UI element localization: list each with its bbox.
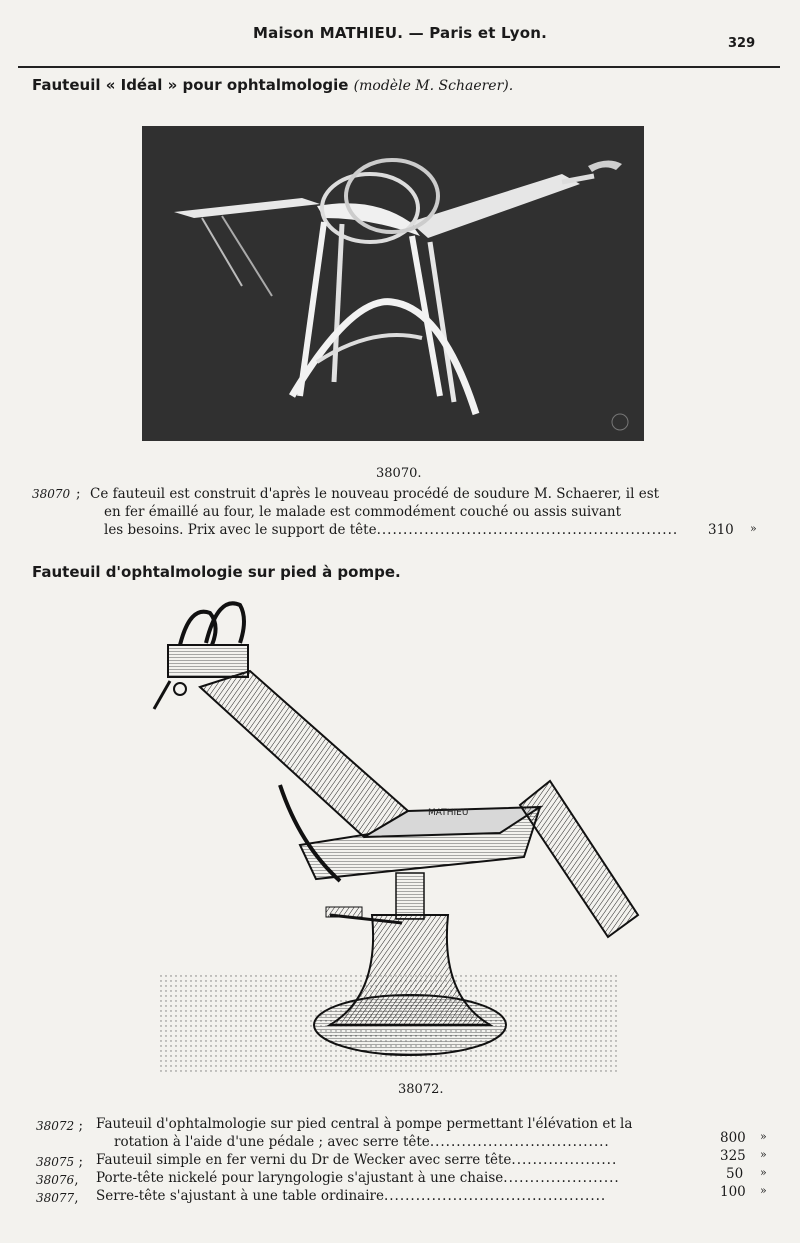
item-38077-text: Serre-tête s'ajustant à une table ordinaire	[96, 1188, 384, 1204]
item-38076-ref: 38076,	[36, 1172, 79, 1188]
item-38077-line: Serre-tête s'ajustant à une table ordinaire..........................................	[96, 1188, 607, 1204]
item-ref: 38077	[36, 1191, 75, 1205]
item-38072-ref: 38072 ;	[36, 1118, 84, 1134]
section-2-title: Fauteuil d'ophtalmologie sur pied à pompe.	[32, 563, 401, 581]
item-38075-text: Fauteuil simple en fer verni du Dr de Wecker avec serre tête	[96, 1152, 512, 1168]
item-38070-sep: ;	[76, 486, 81, 502]
figure-caption-38070: 38070.	[376, 466, 422, 481]
section-1-title-note: (modèle M. Schaerer).	[353, 78, 514, 94]
item-38072-line-2-text: rotation à l'aide d'une pédale ; avec serre tête	[114, 1134, 430, 1150]
section-1-title	[32, 76, 513, 94]
item-38070-price-unit: »	[750, 522, 757, 535]
pump-chair-engraving	[140, 585, 660, 1085]
item-ref: 38076	[36, 1173, 75, 1187]
item-38077-price-unit: »	[760, 1184, 767, 1197]
item-38072-line-2: rotation à l'aide d'une pédale ; avec serre tête..................................	[114, 1134, 610, 1150]
item-ref: 38075	[36, 1155, 75, 1169]
item-38070-line-3: les besoins. Prix avec le support de tête.........................................................	[104, 522, 679, 538]
item-38077-price: 100	[720, 1184, 746, 1200]
header-rule	[18, 66, 780, 68]
figure-caption-38072: 38072.	[398, 1082, 444, 1097]
item-38076-line: Porte-tête nickelé pour laryngologie s'ajustant à une chaise......................	[96, 1170, 620, 1186]
item-38070-price: 310	[708, 522, 734, 538]
item-38075-ref: 38075 ;	[36, 1154, 84, 1170]
item-38076-price: 50	[726, 1166, 744, 1182]
item-38075-price: 325	[720, 1148, 746, 1164]
item-38070-ref	[32, 486, 70, 503]
item-38075-line: Fauteuil simple en fer verni du Dr de Wecker avec serre tête....................	[96, 1152, 618, 1168]
chair-brand: MATHIEU	[428, 808, 469, 818]
item-38077-ref: 38077,	[36, 1190, 79, 1206]
item-38076-text: Porte-tête nickelé pour laryngologie s'ajustant à une chaise	[96, 1170, 504, 1186]
section-1-title-main: Fauteuil « Idéal » pour ophtalmologie	[32, 76, 349, 94]
item-38072-price-unit: »	[760, 1130, 767, 1143]
item-38070-line-3-text: les besoins. Prix avec le support de tête	[104, 522, 377, 538]
item-38070-line-1: Ce fauteuil est construit d'après le nouveau procédé de soudure M. Schaerer, il est	[90, 486, 660, 502]
item-38070-line-2: en fer émaillé au four, le malade est commodément couché ou assis suivant	[104, 504, 622, 520]
item-ref: 38070	[32, 487, 71, 501]
item-38072-line-1: Fauteuil d'ophtalmologie sur pied central à pompe permettant l'élévation et la	[96, 1116, 633, 1132]
page-header: Maison MATHIEU. — Paris et Lyon.	[253, 24, 547, 42]
item-38072-price: 800	[720, 1130, 746, 1146]
item-38076-price-unit: »	[760, 1166, 767, 1179]
ideal-chair-photo	[142, 126, 644, 441]
item-38075-price-unit: »	[760, 1148, 767, 1161]
item-ref: 38072	[36, 1119, 75, 1133]
page-number: 329	[728, 36, 756, 51]
